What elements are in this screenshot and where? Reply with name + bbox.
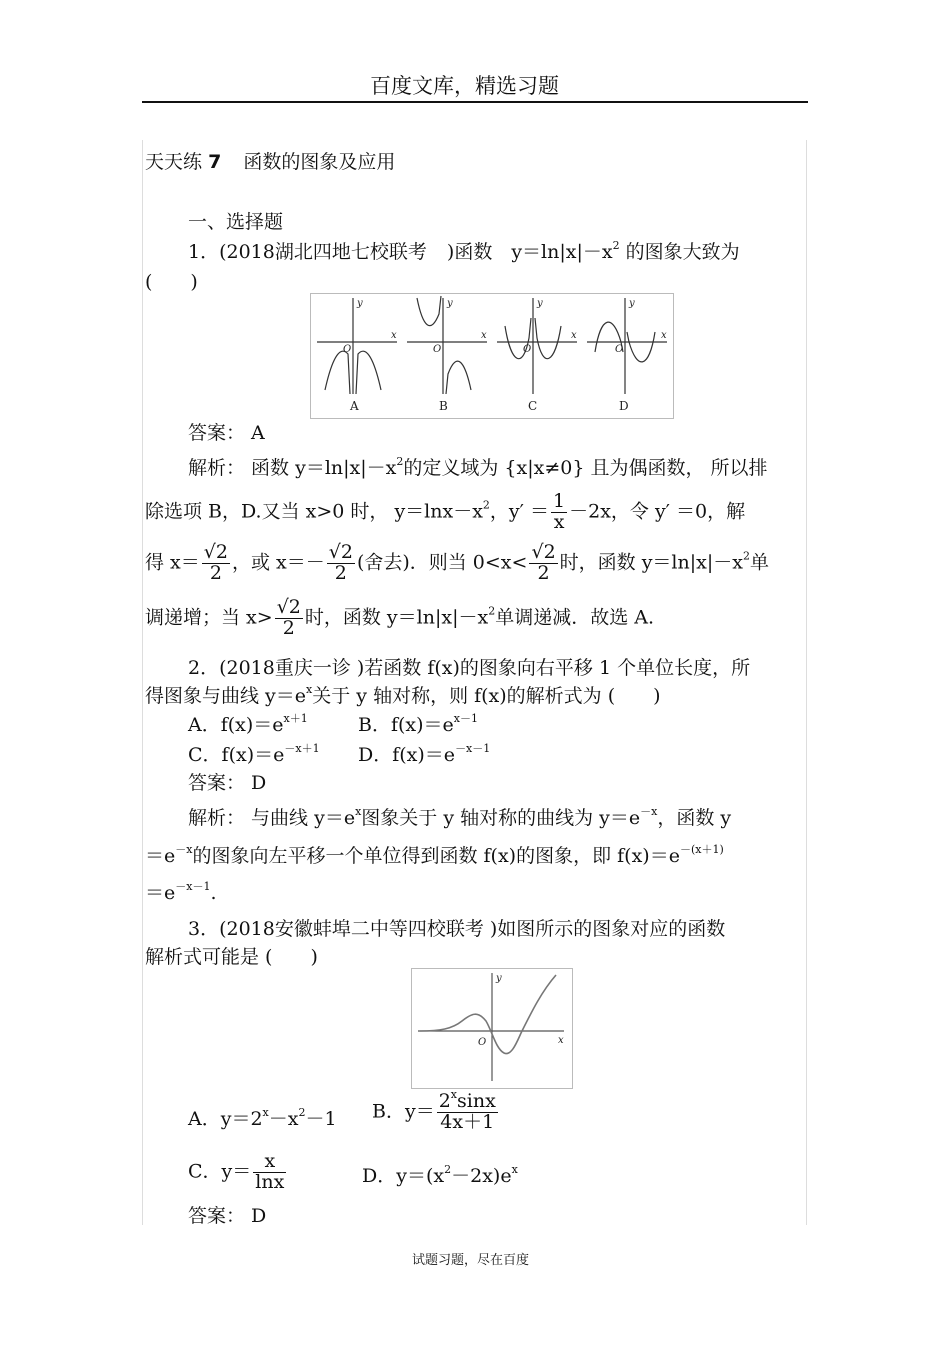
graph-b-label: B <box>439 399 448 413</box>
title-prefix: 天天练 <box>145 151 203 173</box>
q2-answer: 答案： D <box>188 772 267 794</box>
q2-option-d: D．$f(x)=e^{-x-1}$ <box>358 742 491 766</box>
q1-a3-e: 单 <box>749 551 769 574</box>
graph-d-origin: O <box>615 344 624 355</box>
graph-b-origin: O <box>433 344 442 355</box>
q3-figure <box>411 968 573 1089</box>
q1-a1-b: 的定义域为 {x|x≠0} 且为偶函数， 所以排 <box>403 457 768 479</box>
q1-stem <box>188 241 740 264</box>
q1-frac-1-over-x: $\frac{1}{x}$ <box>553 490 566 533</box>
q1-paren: ( ) <box>145 271 198 293</box>
right-margin-line <box>806 140 807 1225</box>
graph-d-curve-right <box>627 332 655 362</box>
q2-analysis-line3: $=e^{-x-1}$. <box>145 880 217 904</box>
graph-c-x-label: x <box>571 330 577 341</box>
left-margin-line <box>142 140 143 1225</box>
q3-answer: 答案： D <box>188 1205 267 1227</box>
doc-title <box>145 151 395 174</box>
q3-stem-line2: 解析式可能是 ( ) <box>145 946 318 968</box>
graph-a-x-label: x <box>391 330 397 341</box>
graph-c-curve-right <box>535 318 561 359</box>
graph-b-curve-right <box>446 361 471 394</box>
q1-a2-sup: 2 <box>482 498 490 512</box>
q1-a4-sup: 2 <box>488 604 496 618</box>
graph-b-x-label: x <box>481 330 487 341</box>
graph-c-y-label: y <box>537 298 543 309</box>
graph-a-curve-right <box>356 351 381 394</box>
title-text: 函数的图象及应用 <box>243 151 396 173</box>
q1-a3-sup: 2 <box>742 549 750 563</box>
q3-option-a: A．$y=2^x-x^2-1$ <box>188 1106 337 1130</box>
title-number: 7 <box>208 151 222 173</box>
q2-option-b: B．$f(x)=e^{x-1}$ <box>358 712 478 736</box>
q1-stem-sup: 2 <box>612 239 620 252</box>
q1-a4-a: 调递增；当 x> <box>145 606 273 629</box>
q1-stem-c: 的图象大致为 <box>619 241 740 263</box>
graph-a-y-label: y <box>357 298 363 309</box>
q1-analysis-line3 <box>145 543 769 584</box>
q1-graphs-svg <box>311 294 673 418</box>
q1-a4-b: 时，函数 y＝ln|x|－x <box>304 606 489 629</box>
q1-analysis-line2 <box>145 492 745 533</box>
q1-stem-b: )函数 y＝ln|x|－x <box>446 241 613 263</box>
q1-a2-c: －2x，令 y′ ＝0，解 <box>569 500 746 523</box>
header-rule <box>142 101 808 103</box>
graph-d-x-label: x <box>661 330 667 341</box>
graph-a-label: A <box>350 399 359 413</box>
q2-analysis-line2: $=e^{-x}$的图象向左平移一个单位得到函数 f(x)的图象，即 $f(x)=e^{-(x+1)}$ <box>145 843 724 867</box>
q2-stem-line2: 得图象与曲线 $y=e^x$关于 y 轴对称，则 f(x)的解析式为 ( ) <box>145 683 661 707</box>
graph-a-curve-left <box>325 351 350 394</box>
q1-answer: 答案： A <box>188 422 265 444</box>
graph-c-label: C <box>528 399 538 413</box>
q2-stem-line1: 2．(2018重庆一诊 )若函数 f(x)的图象向右平移 1 个单位长度，所 <box>188 657 751 679</box>
footer-text: 试题习题，尽在百度 <box>412 1253 530 1268</box>
q3-curve <box>420 975 556 1054</box>
graph-c-origin: O <box>523 344 532 355</box>
q1-a3-b: ，或 x＝－ <box>231 551 325 574</box>
q3-origin: O <box>478 1037 487 1048</box>
q1-a1-sup: 2 <box>396 455 404 468</box>
graph-a-origin: O <box>343 344 352 355</box>
q3-stem-line1: 3．(2018安徽蚌埠二中等四校联考 )如图所示的图象对应的函数 <box>188 918 726 940</box>
q3-graph-svg <box>412 969 572 1088</box>
section-heading: 一、选择题 <box>188 211 284 233</box>
q2-analysis-line1: 解析： 与曲线 $y=e^x$图象关于 y 轴对称的曲线为 $y=e^{-x}$，函数 y <box>188 805 732 829</box>
q1-analysis-line1 <box>188 457 768 480</box>
header-title: 百度文库，精选习题 <box>370 74 559 98</box>
q3-y-label: y <box>496 973 502 984</box>
q3-frac-c: $\frac{x}{\ln x}$ <box>255 1150 285 1193</box>
q1-a3-a: 得 x＝ <box>145 551 200 574</box>
q1-a1-a: 解析： 函数 y＝ln|x|－x <box>188 457 397 479</box>
q1-frac-sqrt2-2-c: $\frac{√2}{2}$ <box>531 541 556 584</box>
q3-x-label: x <box>558 1035 564 1046</box>
q3-option-d: D．$y=(x^2-2x)e^x$ <box>362 1163 518 1187</box>
q1-stem-a: 1．(2018湖北四地七校联考 <box>188 241 427 263</box>
graph-d-label: D <box>619 399 629 413</box>
q3-option-b: B．y＝ $\frac{2^x\sin x}{4x+1}$ <box>372 1088 496 1133</box>
q1-figure <box>310 293 674 419</box>
q1-frac-sqrt2-2-b: $\frac{√2}{2}$ <box>328 541 353 584</box>
q3-option-c: C．y＝ $\frac{x}{\ln x}$ <box>188 1150 285 1193</box>
graph-b-curve-left <box>417 296 441 326</box>
q1-a3-c: (舍去)．则当 0<x< <box>356 551 528 574</box>
q1-a4-c: 单调递减．故选 A. <box>495 606 655 629</box>
q1-frac-sqrt2-2-d: $\frac{√2}{2}$ <box>276 596 301 639</box>
q2-option-c: C．$f(x)=e^{-x+1}$ <box>188 742 320 766</box>
graph-d-y-label: y <box>629 298 635 309</box>
graph-b-y-label: y <box>447 298 453 309</box>
q1-analysis-line4 <box>145 598 654 639</box>
q3-frac-b: $\frac{2^x\sin x}{4x+1}$ <box>438 1088 496 1133</box>
q1-frac-sqrt2-2-a: $\frac{√2}{2}$ <box>203 541 228 584</box>
q1-a2-b: ，y′ ＝ <box>489 500 550 523</box>
q1-a3-d: 时，函数 y＝ln|x|－x <box>559 551 743 574</box>
q2-option-a: A．$f(x)=e^{x+1}$ <box>188 712 308 736</box>
q1-a2-a: 除选项 B，D.又当 x>0 时， y＝lnx－x <box>145 500 483 523</box>
